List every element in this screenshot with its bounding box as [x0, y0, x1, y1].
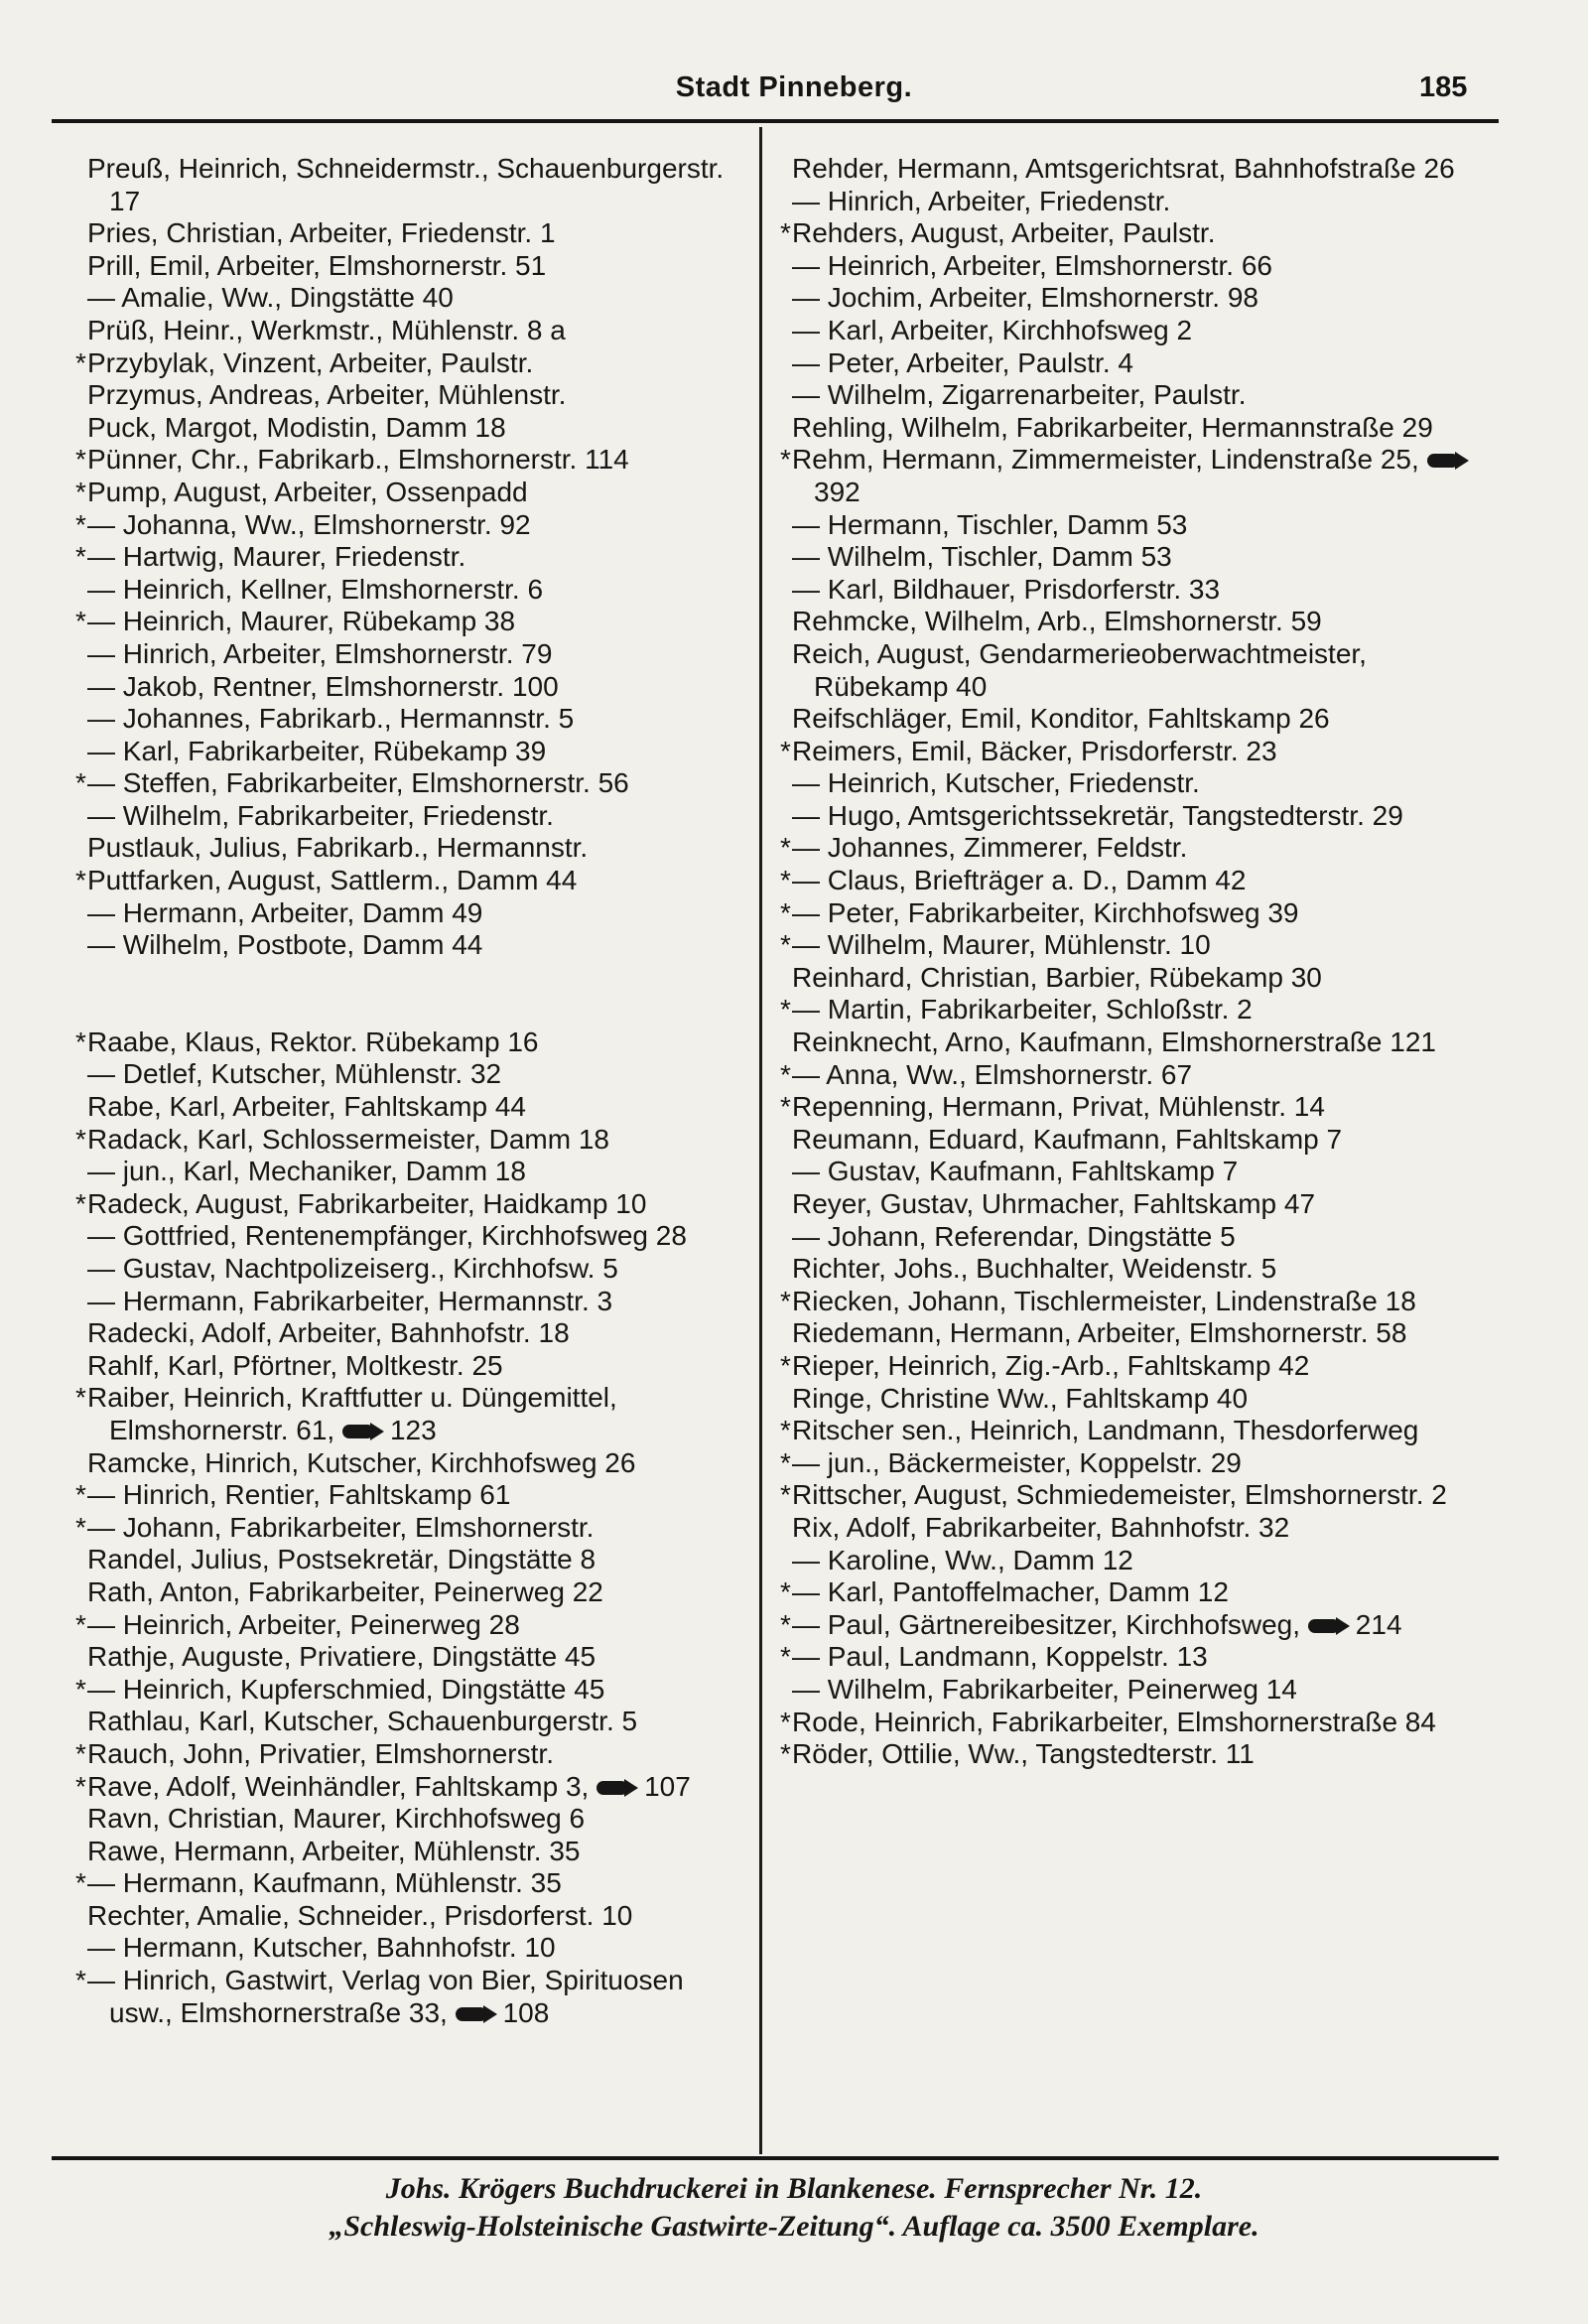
directory-entry: [87, 250, 754, 283]
footer-rule: [52, 2156, 1499, 2160]
entry-text: Ramcke, Hinrich, Kutscher, Kirchhofsweg 26: [87, 1446, 636, 1478]
entry-text: Rathje, Auguste, Privatiere, Dingstätte 45: [87, 1641, 596, 1673]
entry-text: — Peter, Fabrikarbeiter, Kirchhofsweg 39: [792, 896, 1299, 928]
entry-text: Pünner, Chr., Fabrikarb., Elmshornerstr. 114: [87, 444, 629, 476]
entry-text: — Paul, Gärtnereibesitzer, Kirchhofsweg,: [792, 1608, 1301, 1640]
entry-text: — Gustav, Kaufmann, Fahltskamp 7: [792, 1156, 1239, 1187]
directory-entry: [87, 1641, 754, 1674]
entry-star-marker: *: [780, 1091, 791, 1123]
entry-text: — jun., Karl, Mechaniker, Damm 18: [87, 1156, 526, 1187]
phone-number: 123: [389, 1414, 437, 1445]
directory-entry: [792, 1317, 1491, 1350]
entry-text: — Hinrich, Arbeiter, Friedenstr.: [792, 185, 1171, 216]
entry-text: Reinhard, Christian, Barbier, Rübekamp 30: [792, 961, 1322, 993]
entry-star-marker: *: [75, 1123, 86, 1155]
entry-star-marker: *: [780, 832, 791, 864]
entry-star-marker: *: [75, 1025, 86, 1057]
entry-text: Rabe, Karl, Arbeiter, Fahltskamp 44: [87, 1091, 526, 1123]
entry-text: Rittscher, August, Schmiedemeister, Elmshornerstr. 2: [792, 1479, 1447, 1511]
directory-entry: [87, 574, 754, 607]
directory-entry: [792, 412, 1491, 445]
entry-text: Rix, Adolf, Fabrikarbeiter, Bahnhofstr. 32: [792, 1511, 1290, 1543]
entry-text: — Hermann, Arbeiter, Damm 49: [87, 896, 483, 928]
entry-text: — Heinrich, Kutscher, Friedenstr.: [792, 767, 1200, 799]
directory-entry: [75, 541, 754, 574]
telephone-handset-icon: [1427, 451, 1471, 471]
entry-text: — Gustav, Nachtpolizeiserg., Kirchhofsw. 5: [87, 1253, 618, 1284]
entry-text: — Paul, Landmann, Koppelstr. 13: [792, 1641, 1208, 1673]
entry-star-marker: *: [780, 1576, 791, 1608]
directory-entry: [792, 1221, 1491, 1254]
entry-star-marker: *: [75, 1673, 86, 1705]
directory-entry: [75, 865, 754, 897]
directory-entry: [75, 1608, 754, 1642]
entry-text: Puttfarken, August, Sattlerm., Damm 44: [87, 865, 578, 896]
entry-text: — Heinrich, Arbeiter, Peinerweg 28: [87, 1608, 520, 1640]
entry-text: Ravn, Christian, Maurer, Kirchhofsweg 6: [87, 1803, 586, 1835]
entry-text: Przymus, Andreas, Arbeiter, Mühlenstr.: [87, 379, 567, 411]
entry-text: — Hinrich, Gastwirt, Verlag von Bier, Spirituosen usw., Elmshornerstraße 33,: [87, 1965, 684, 2028]
entry-text: Rehder, Hermann, Amtsgerichtsrat, Bahnhofstraße 26: [792, 153, 1455, 184]
directory-entry: [87, 929, 754, 962]
entry-star-marker: *: [75, 1608, 86, 1640]
entry-text: Repenning, Hermann, Privat, Mühlenstr. 14: [792, 1091, 1325, 1123]
entry-text: — Steffen, Fabrikarbeiter, Elmshornerstr. 56: [87, 767, 629, 799]
column-divider: [759, 127, 762, 2154]
directory-entry: [780, 1058, 1491, 1092]
page-number: 185: [1419, 71, 1468, 103]
entry-text: — Karoline, Ww., Damm 12: [792, 1544, 1133, 1575]
directory-entry: [792, 703, 1491, 736]
directory-entry: [780, 865, 1491, 897]
entry-star-marker: *: [75, 1965, 86, 1996]
directory-entry: [87, 703, 754, 736]
directory-entry: [75, 1382, 754, 1446]
entry-text: — jun., Bäckermeister, Koppelstr. 29: [792, 1446, 1242, 1478]
entry-text: Raabe, Klaus, Rektor. Rübekamp 16: [87, 1025, 539, 1057]
entry-text: Rawe, Hermann, Arbeiter, Mühlenstr. 35: [87, 1835, 581, 1866]
entry-text: — Jakob, Rentner, Elmshornerstr. 100: [87, 670, 559, 702]
entry-text: — Wilhelm, Zigarrenarbeiter, Paulstr.: [792, 379, 1247, 411]
directory-entry: [75, 1965, 754, 2029]
entry-text: — Amalie, Ww., Dingstätte 40: [87, 282, 454, 314]
directory-entry: [780, 1446, 1491, 1480]
directory-entry: [87, 1317, 754, 1350]
entry-star-marker: *: [75, 1187, 86, 1219]
entry-star-marker: *: [780, 896, 791, 928]
directory-entry: [792, 1156, 1491, 1188]
entry-text: — Wilhelm, Fabrikarbeiter, Friedenstr.: [87, 799, 554, 831]
entry-text: — Gottfried, Rentenempfänger, Kirchhofsweg 28: [87, 1220, 687, 1252]
directory-entry: [780, 444, 1491, 508]
entry-star-marker: *: [780, 1608, 791, 1640]
entry-text: — Hermann, Kutscher, Bahnhofstr. 10: [87, 1932, 556, 1964]
entry-text: Prill, Emil, Arbeiter, Elmshornerstr. 51: [87, 249, 547, 281]
directory-entry: [792, 1124, 1491, 1157]
entry-text: Radack, Karl, Schlossermeister, Damm 18: [87, 1123, 609, 1155]
directory-entry: [87, 379, 754, 412]
entry-star-marker: *: [780, 217, 791, 249]
entry-star-marker: *: [75, 1511, 86, 1543]
entry-text: Raiber, Heinrich, Kraftfutter u. Düngemittel, Elmshornerstr. 61,: [87, 1382, 617, 1445]
directory-entry: [780, 1576, 1491, 1609]
directory-entry: [75, 1673, 754, 1707]
directory-entry: [780, 1608, 1491, 1642]
directory-entry: [87, 153, 754, 217]
directory-entry: [87, 736, 754, 768]
entry-text: — Johannes, Zimmerer, Feldstr.: [792, 832, 1188, 864]
directory-entry: [87, 1932, 754, 1965]
entry-text: — Karl, Fabrikarbeiter, Rübekamp 39: [87, 735, 547, 766]
entry-star-marker: *: [780, 1285, 791, 1316]
entry-star-marker: *: [780, 1349, 791, 1381]
directory-entry: [87, 1447, 754, 1480]
entry-star-marker: *: [75, 767, 86, 799]
entry-text: — Johannes, Fabrikarb., Hermannstr. 5: [87, 703, 575, 735]
directory-entry: [792, 282, 1491, 315]
entry-text: — Johann, Fabrikarbeiter, Elmshornerstr.: [87, 1511, 595, 1543]
entry-text: — Karl, Arbeiter, Kirchhofsweg 2: [792, 314, 1193, 345]
directory-entry: [780, 896, 1491, 930]
entry-text: Radecki, Adolf, Arbeiter, Bahnhofstr. 18: [87, 1317, 570, 1349]
directory-entry: [792, 315, 1491, 347]
directory-entry: [87, 412, 754, 445]
entry-text: — Detlef, Kutscher, Mühlenstr. 32: [87, 1058, 502, 1090]
entry-text: Pries, Christian, Arbeiter, Friedenstr. 1: [87, 217, 556, 249]
entry-star-marker: *: [75, 476, 86, 507]
phone-number: 108: [502, 1996, 550, 2028]
entry-star-marker: *: [75, 508, 86, 540]
entry-text: — Claus, Briefträger a. D., Damm 42: [792, 865, 1247, 896]
directory-entry: [792, 638, 1491, 703]
entry-text: Röder, Ottilie, Ww., Tangstedterstr. 11: [792, 1738, 1255, 1770]
entry-text: — Wilhelm, Postbote, Damm 44: [87, 929, 483, 961]
entry-text: — Jochim, Arbeiter, Elmshornerstr. 98: [792, 282, 1258, 314]
directory-entry: [87, 282, 754, 315]
directory-entry: [87, 217, 754, 250]
directory-entry: [87, 1544, 754, 1576]
directory-entry: [792, 250, 1491, 283]
directory-entry: [780, 735, 1491, 768]
entry-text: Pustlauk, Julius, Fabrikarb., Hermannstr.: [87, 832, 589, 864]
header-rule: [52, 119, 1499, 123]
entry-text: Rave, Adolf, Weinhändler, Fahltskamp 3,: [87, 1770, 590, 1802]
entry-star-marker: *: [75, 1479, 86, 1511]
directory-entry: [87, 1900, 754, 1933]
entry-text: Puck, Margot, Modistin, Damm 18: [87, 411, 506, 443]
directory-entry: [87, 1706, 754, 1738]
directory-entry: [792, 1512, 1491, 1545]
directory-entry: [792, 541, 1491, 574]
phone-number: 107: [644, 1770, 691, 1802]
entry-text: — Wilhelm, Maurer, Mühlenstr. 10: [792, 929, 1211, 961]
entry-star-marker: *: [75, 606, 86, 637]
entry-star-marker: *: [780, 865, 791, 896]
entry-text: — Hugo, Amtsgerichtssekretär, Tangstedterstr. 29: [792, 799, 1403, 831]
right-column: [780, 153, 1491, 2148]
entry-text: — Martin, Fabrikarbeiter, Schloßstr. 2: [792, 994, 1253, 1025]
directory-entry: [75, 767, 754, 800]
directory-entry: [780, 1738, 1491, 1771]
entry-text: Reumann, Eduard, Kaufmann, Fahltskamp 7: [792, 1123, 1343, 1155]
entry-text: — Heinrich, Kupferschmied, Dingstätte 45: [87, 1673, 605, 1705]
entry-star-marker: *: [75, 1382, 86, 1414]
section-gap: [87, 962, 754, 1026]
entry-star-marker: *: [780, 994, 791, 1025]
entry-text: Rahlf, Karl, Pförtner, Moltkestr. 25: [87, 1349, 503, 1381]
telephone-handset-icon: [342, 1422, 386, 1441]
entry-text: Rehmcke, Wilhelm, Arb., Elmshornerstr. 59: [792, 606, 1322, 637]
directory-entry: [75, 346, 754, 380]
entry-text: Rieper, Heinrich, Zig.-Arb., Fahltskamp 42: [792, 1349, 1310, 1381]
directory-entry: [75, 508, 754, 542]
entry-text: Reyer, Gustav, Uhrmacher, Fahltskamp 47: [792, 1188, 1316, 1219]
directory-entry: [780, 832, 1491, 865]
directory-entry: [87, 1803, 754, 1836]
entry-star-marker: *: [780, 444, 791, 476]
telephone-handset-icon: [456, 2004, 499, 2024]
entry-text: Reimers, Emil, Bäcker, Prisdorferstr. 23: [792, 735, 1277, 766]
entry-text: Reinknecht, Arno, Kaufmann, Elmshornerstraße 121: [792, 1026, 1437, 1058]
directory-entry: [75, 606, 754, 638]
entry-text: — Heinrich, Kellner, Elmshornerstr. 6: [87, 573, 544, 605]
entry-text: Przybylak, Vinzent, Arbeiter, Paulstr.: [87, 346, 534, 378]
directory-entry: [87, 800, 754, 833]
directory-entry: [87, 1836, 754, 1868]
entry-text: Rode, Heinrich, Fabrikarbeiter, Elmshornerstraße 84: [792, 1706, 1436, 1737]
entry-text: Richter, Johs., Buchhalter, Weidenstr. 5: [792, 1253, 1277, 1285]
entry-text: — Karl, Bildhauer, Prisdorferstr. 33: [792, 573, 1221, 605]
entry-text: — Hermann, Fabrikarbeiter, Hermannstr. 3: [87, 1285, 613, 1316]
directory-entry: [75, 444, 754, 477]
entry-star-marker: *: [75, 1867, 86, 1899]
entry-text: — Johanna, Ww., Elmshornerstr. 92: [87, 508, 531, 540]
phone-number: 392: [814, 476, 860, 507]
entry-star-marker: *: [780, 1446, 791, 1478]
entry-star-marker: *: [780, 1415, 791, 1446]
directory-entry: [87, 638, 754, 671]
directory-entry: [792, 800, 1491, 833]
directory-entry: [87, 1576, 754, 1609]
directory-entry: [87, 1156, 754, 1188]
directory-entry: [792, 1253, 1491, 1286]
directory-entry: [87, 1253, 754, 1286]
directory-entry: [780, 994, 1491, 1026]
entry-star-marker: *: [780, 929, 791, 961]
directory-entry: [75, 476, 754, 509]
directory-entry: [792, 379, 1491, 412]
entry-star-marker: *: [780, 1058, 791, 1090]
entry-text: — Hartwig, Maurer, Friedenstr.: [87, 541, 466, 573]
entry-text: Rehm, Hermann, Zimmermeister, Lindenstraße 25,: [792, 444, 1419, 476]
directory-entry: [75, 1025, 754, 1059]
directory-entry: [792, 606, 1491, 638]
directory-entry: [87, 671, 754, 704]
entry-text: Rauch, John, Privatier, Elmshornerstr.: [87, 1737, 554, 1769]
entry-text: Ringe, Christine Ww., Fahltskamp 40: [792, 1382, 1249, 1414]
entry-text: Riecken, Johann, Tischlermeister, Lindenstraße 18: [792, 1285, 1416, 1316]
phone-number: 214: [1355, 1608, 1402, 1640]
entry-star-marker: *: [75, 1770, 86, 1802]
telephone-handset-icon: [596, 1778, 640, 1798]
footer-line-1: Johs. Krögers Buchdruckerei in Blankenese. Fernsprecher Nr. 12.: [385, 2172, 1203, 2205]
directory-entry: [75, 1737, 754, 1771]
entry-text: Rechter, Amalie, Schneider., Prisdorferst. 10: [87, 1899, 633, 1931]
directory-entry: [792, 767, 1491, 800]
entry-text: Preuß, Heinrich, Schneidermstr., Schauenburgerstr. 17: [87, 153, 725, 216]
entry-text: — Hinrich, Rentier, Fahltskamp 61: [87, 1479, 511, 1511]
entry-star-marker: *: [75, 865, 86, 896]
entry-text: Riedemann, Hermann, Arbeiter, Elmshornerstr. 58: [792, 1317, 1407, 1349]
directory-entry: [75, 1511, 754, 1545]
entry-text: Ritscher sen., Heinrich, Landmann, Thesdorferweg: [792, 1415, 1419, 1446]
directory-entry: [87, 1091, 754, 1124]
entry-text: — Hermann, Kaufmann, Mühlenstr. 35: [87, 1867, 562, 1899]
entry-text: — Wilhelm, Fabrikarbeiter, Peinerweg 14: [792, 1673, 1297, 1705]
directory-entry: [792, 509, 1491, 542]
directory-entry: [87, 832, 754, 865]
entry-text: Rathlau, Karl, Kutscher, Schauenburgerstr. 5: [87, 1706, 638, 1737]
directory-entry: [780, 1091, 1491, 1124]
entry-text: Prüß, Heinr., Werkmstr., Mühlenstr. 8 a: [87, 314, 566, 345]
directory-entry: [87, 897, 754, 930]
entry-text: Reifschläger, Emil, Konditor, Fahltskamp 26: [792, 703, 1330, 735]
entry-text: Rehders, August, Arbeiter, Paulstr.: [792, 217, 1216, 249]
entry-text: — Hinrich, Arbeiter, Elmshornerstr. 79: [87, 637, 553, 669]
directory-entry: [792, 186, 1491, 218]
directory-entry: [780, 1479, 1491, 1512]
entry-text: Radeck, August, Fabrikarbeiter, Haidkamp 10: [87, 1187, 647, 1219]
telephone-handset-icon: [1308, 1616, 1352, 1636]
directory-entry: [75, 1867, 754, 1900]
directory-entry: [792, 347, 1491, 380]
entry-star-marker: *: [780, 1706, 791, 1737]
entry-star-marker: *: [780, 1738, 791, 1770]
directory-entry: [87, 315, 754, 347]
footer-line-2: „Schleswig-Holsteinische Gastwirte-Zeitung“. Auflage ca. 3500 Exemplare.: [329, 2210, 1259, 2243]
directory-entry: [792, 153, 1491, 186]
entry-star-marker: *: [75, 1737, 86, 1769]
entry-star-marker: *: [75, 541, 86, 573]
printer-footer: [0, 2170, 1588, 2246]
directory-entry: [87, 1220, 754, 1253]
entry-star-marker: *: [780, 1641, 791, 1673]
entry-star-marker: *: [75, 444, 86, 476]
entry-text: Pump, August, Arbeiter, Ossenpadd: [87, 476, 528, 507]
entry-text: Rath, Anton, Fabrikarbeiter, Peinerweg 22: [87, 1575, 603, 1607]
directory-entry: [792, 1545, 1491, 1577]
page-title: Stadt Pinneberg.: [675, 71, 913, 103]
directory-entry: [780, 217, 1491, 250]
entry-text: — Wilhelm, Tischler, Damm 53: [792, 541, 1172, 573]
directory-entry: [87, 1058, 754, 1091]
entry-text: Rehling, Wilhelm, Fabrikarbeiter, Hermannstraße 29: [792, 411, 1433, 443]
directory-entry: [792, 1674, 1491, 1707]
directory-entry: [780, 1285, 1491, 1318]
directory-entry: [792, 1383, 1491, 1416]
directory-entry: [792, 962, 1491, 995]
directory-entry: [780, 1641, 1491, 1674]
entry-text: — Karl, Pantoffelmacher, Damm 12: [792, 1576, 1229, 1608]
entry-text: — Peter, Arbeiter, Paulstr. 4: [792, 346, 1133, 378]
left-column: [75, 153, 754, 2148]
directory-entry: [780, 1415, 1491, 1447]
directory-entry: [780, 1349, 1491, 1383]
entry-text: Randel, Julius, Postsekretär, Dingstätte 8: [87, 1544, 596, 1575]
entry-star-marker: *: [75, 346, 86, 378]
entry-star-marker: *: [780, 735, 791, 766]
entry-text: — Johann, Referendar, Dingstätte 5: [792, 1220, 1236, 1252]
directory-entry: [75, 1187, 754, 1221]
directory-entry: [780, 1706, 1491, 1739]
directory-entry: [792, 574, 1491, 607]
directory-entry: [792, 1026, 1491, 1059]
directory-entry: [780, 929, 1491, 962]
directory-entry: [75, 1770, 754, 1804]
directory-entry: [75, 1479, 754, 1512]
directory-entry: [87, 1286, 754, 1318]
entry-star-marker: *: [780, 1479, 791, 1511]
entry-text: — Hermann, Tischler, Damm 53: [792, 508, 1188, 540]
directory-entry: [792, 1188, 1491, 1221]
page-header: [0, 71, 1588, 113]
entry-text: — Anna, Ww., Elmshornerstr. 67: [792, 1058, 1193, 1090]
directory-entry: [87, 1350, 754, 1383]
directory-entry: [75, 1123, 754, 1157]
entry-text: — Heinrich, Maurer, Rübekamp 38: [87, 606, 516, 637]
entry-text: — Heinrich, Arbeiter, Elmshornerstr. 66: [792, 249, 1272, 281]
entry-text: Reich, August, Gendarmerieoberwachtmeister, Rübekamp 40: [792, 637, 1367, 702]
